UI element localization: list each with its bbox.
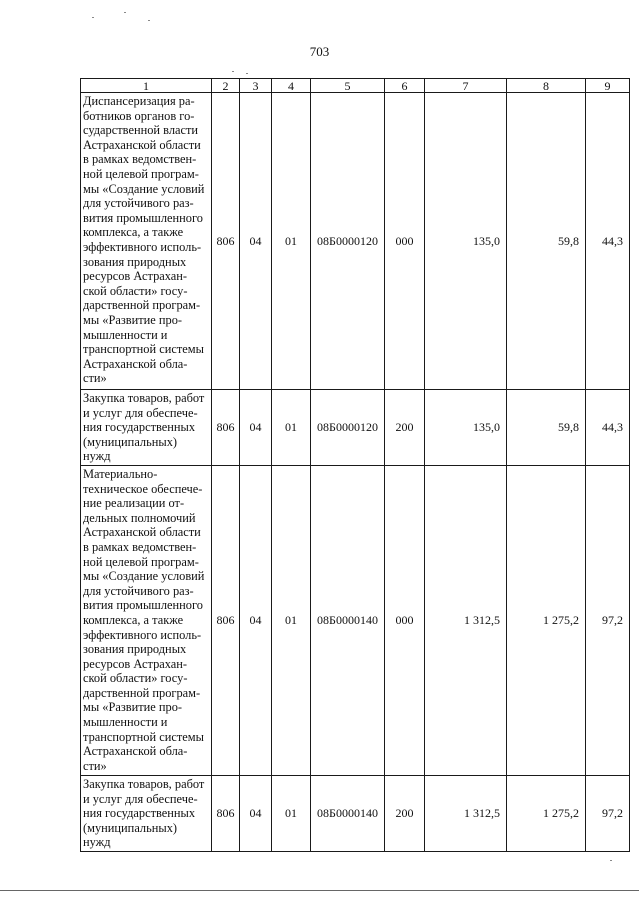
cell-percent: 44,3 (586, 93, 630, 390)
header-row (81, 79, 630, 93)
cell-plan: 135,0 (425, 93, 507, 390)
column-header: 9 (586, 79, 630, 93)
cell-subsection: 01 (272, 775, 311, 851)
page-bottom-edge (0, 890, 639, 891)
table-row (81, 775, 630, 851)
cell-target-article: 08Б0000120 (311, 93, 385, 390)
cell-expense-type: 200 (385, 775, 425, 851)
column-header: 3 (240, 79, 272, 93)
budget-table (80, 78, 623, 850)
cell-section: 04 (240, 465, 272, 775)
column-header: 6 (385, 79, 425, 93)
cell-section: 04 (240, 775, 272, 851)
cell-expense-type: 200 (385, 390, 425, 466)
row-description: Закупка товаров, работ и услуг для обеспече- ния государственных (муниципальных) нужд (81, 775, 212, 851)
cell-subsection: 01 (272, 93, 311, 390)
column-header: 7 (425, 79, 507, 93)
row-description: Закупка товаров, работ и услуг для обеспече- ния государственных (муниципальных) нужд (81, 390, 212, 466)
table-row (81, 390, 630, 466)
table-row (81, 93, 630, 390)
cell-grbs: 806 (212, 465, 240, 775)
cell-grbs: 806 (212, 775, 240, 851)
cell-expense-type: 000 (385, 93, 425, 390)
cell-section: 04 (240, 93, 272, 390)
cell-fact: 59,8 (507, 93, 586, 390)
scan-speck (232, 71, 234, 72)
cell-subsection: 01 (272, 465, 311, 775)
cell-target-article: 08Б0000140 (311, 775, 385, 851)
table-row (81, 465, 630, 775)
column-header: 5 (311, 79, 385, 93)
scan-speck (610, 860, 612, 861)
column-header: 1 (81, 79, 212, 93)
cell-percent: 97,2 (586, 775, 630, 851)
column-header: 8 (507, 79, 586, 93)
page-number: 703 (309, 44, 330, 59)
cell-plan: 1 312,5 (425, 465, 507, 775)
cell-subsection: 01 (272, 390, 311, 466)
cell-percent: 44,3 (586, 390, 630, 466)
column-header: 2 (212, 79, 240, 93)
column-header: 4 (272, 79, 311, 93)
scan-speck (246, 73, 248, 74)
cell-grbs: 806 (212, 93, 240, 390)
cell-expense-type: 000 (385, 465, 425, 775)
cell-fact: 59,8 (507, 390, 586, 466)
cell-section: 04 (240, 390, 272, 466)
scan-speck (148, 20, 150, 21)
cell-percent: 97,2 (586, 465, 630, 775)
scan-speck (124, 12, 126, 13)
row-description: Материально- техническое обеспече- ние реализации от- дельных полномочий Астраханской области в рамках ведомствен- ной целевой програм- мы «Создание условий для устойчивого раз- вития промышленного комплекса, а также эффективного исполь- зования природных ресурсов Астрахан- ской области» госу- дарственной програм- мы «Развитие про- мышленности и транспортной системы Астраханской обла- сти» (81, 465, 212, 775)
cell-grbs: 806 (212, 390, 240, 466)
cell-fact: 1 275,2 (507, 775, 586, 851)
cell-fact: 1 275,2 (507, 465, 586, 775)
scan-speck (92, 17, 94, 18)
row-description: Диспансеризация ра- ботников органов го- сударственной власти Астраханской области в рамках ведомствен- ной целевой програм- мы «Создание условий для устойчивого раз- вития промышленного комплекса, а также эффективного исполь- зования природных ресурсов Астрахан- ской области» госу- дарственной програм- мы «Развитие про- мышленности и транспортной системы Астраханской обла- сти» (81, 93, 212, 390)
cell-plan: 1 312,5 (425, 775, 507, 851)
cell-target-article: 08Б0000120 (311, 390, 385, 466)
cell-plan: 135,0 (425, 390, 507, 466)
cell-target-article: 08Б0000140 (311, 465, 385, 775)
